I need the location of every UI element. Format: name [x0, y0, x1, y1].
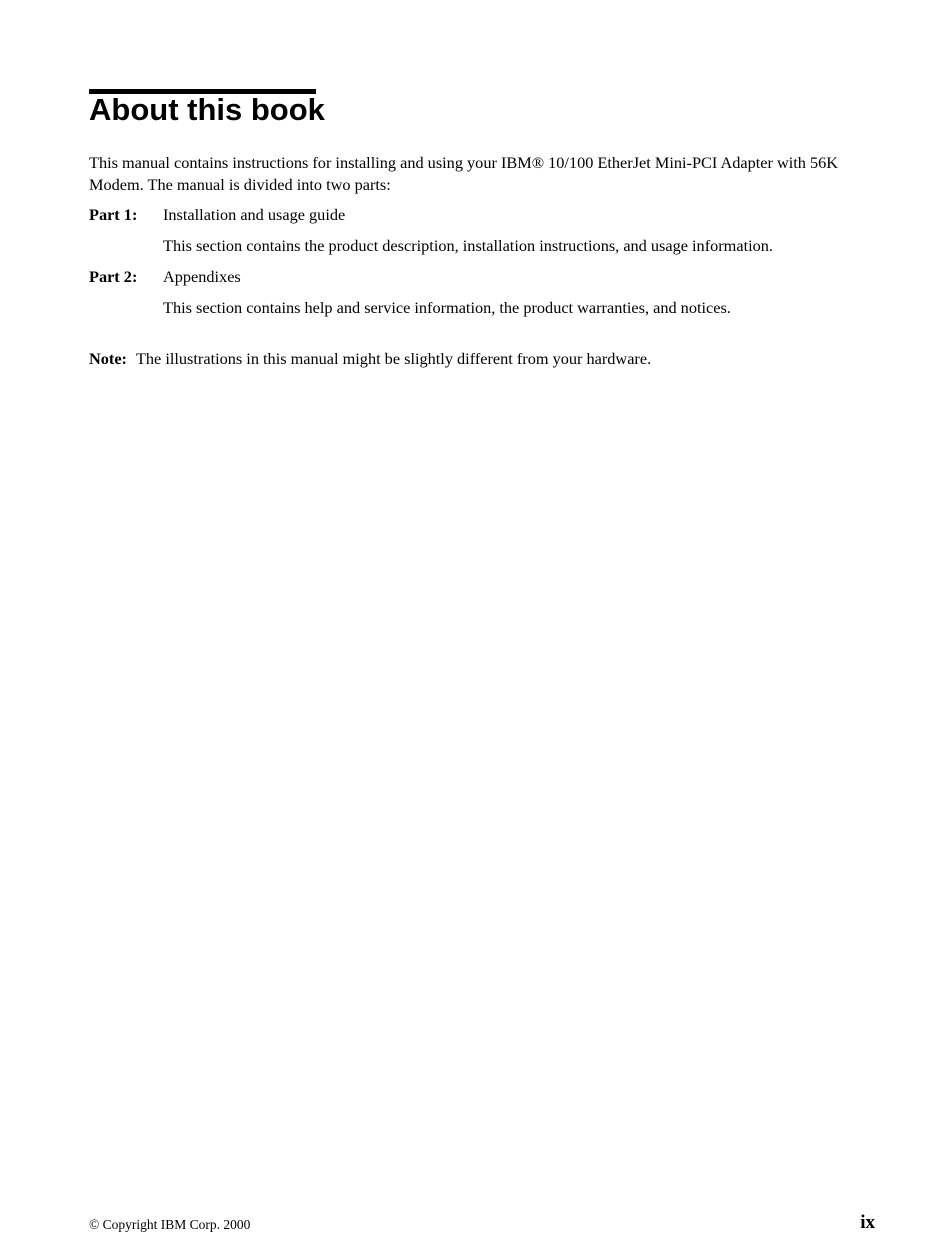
intro-paragraph: This manual contains instructions for installing and using your IBM® 10/100 EtherJet Mini-PCI Adapter with 56K Modem. The manual is divided into two parts:	[89, 153, 839, 194]
footer-copyright: © Copyright IBM Corp. 2000	[89, 1217, 251, 1232]
part-1-description: This section contains the product description, installation instructions, and usage information.	[163, 236, 773, 255]
page-title: About this book	[89, 92, 325, 127]
note-label: Note:	[89, 349, 127, 368]
part-2-title: Appendixes	[163, 267, 241, 286]
page-number: ix	[860, 1212, 875, 1233]
part-2-label: Part 2:	[89, 267, 138, 286]
note-text: The illustrations in this manual might be slightly different from your hardware.	[135, 349, 652, 368]
part-1-label: Part 1:	[89, 205, 138, 224]
part-2-description: This section contains help and service information, the product warranties, and notices.	[163, 298, 731, 317]
part-1-title: Installation and usage guide	[163, 205, 346, 224]
note-paragraph	[89, 348, 651, 370]
